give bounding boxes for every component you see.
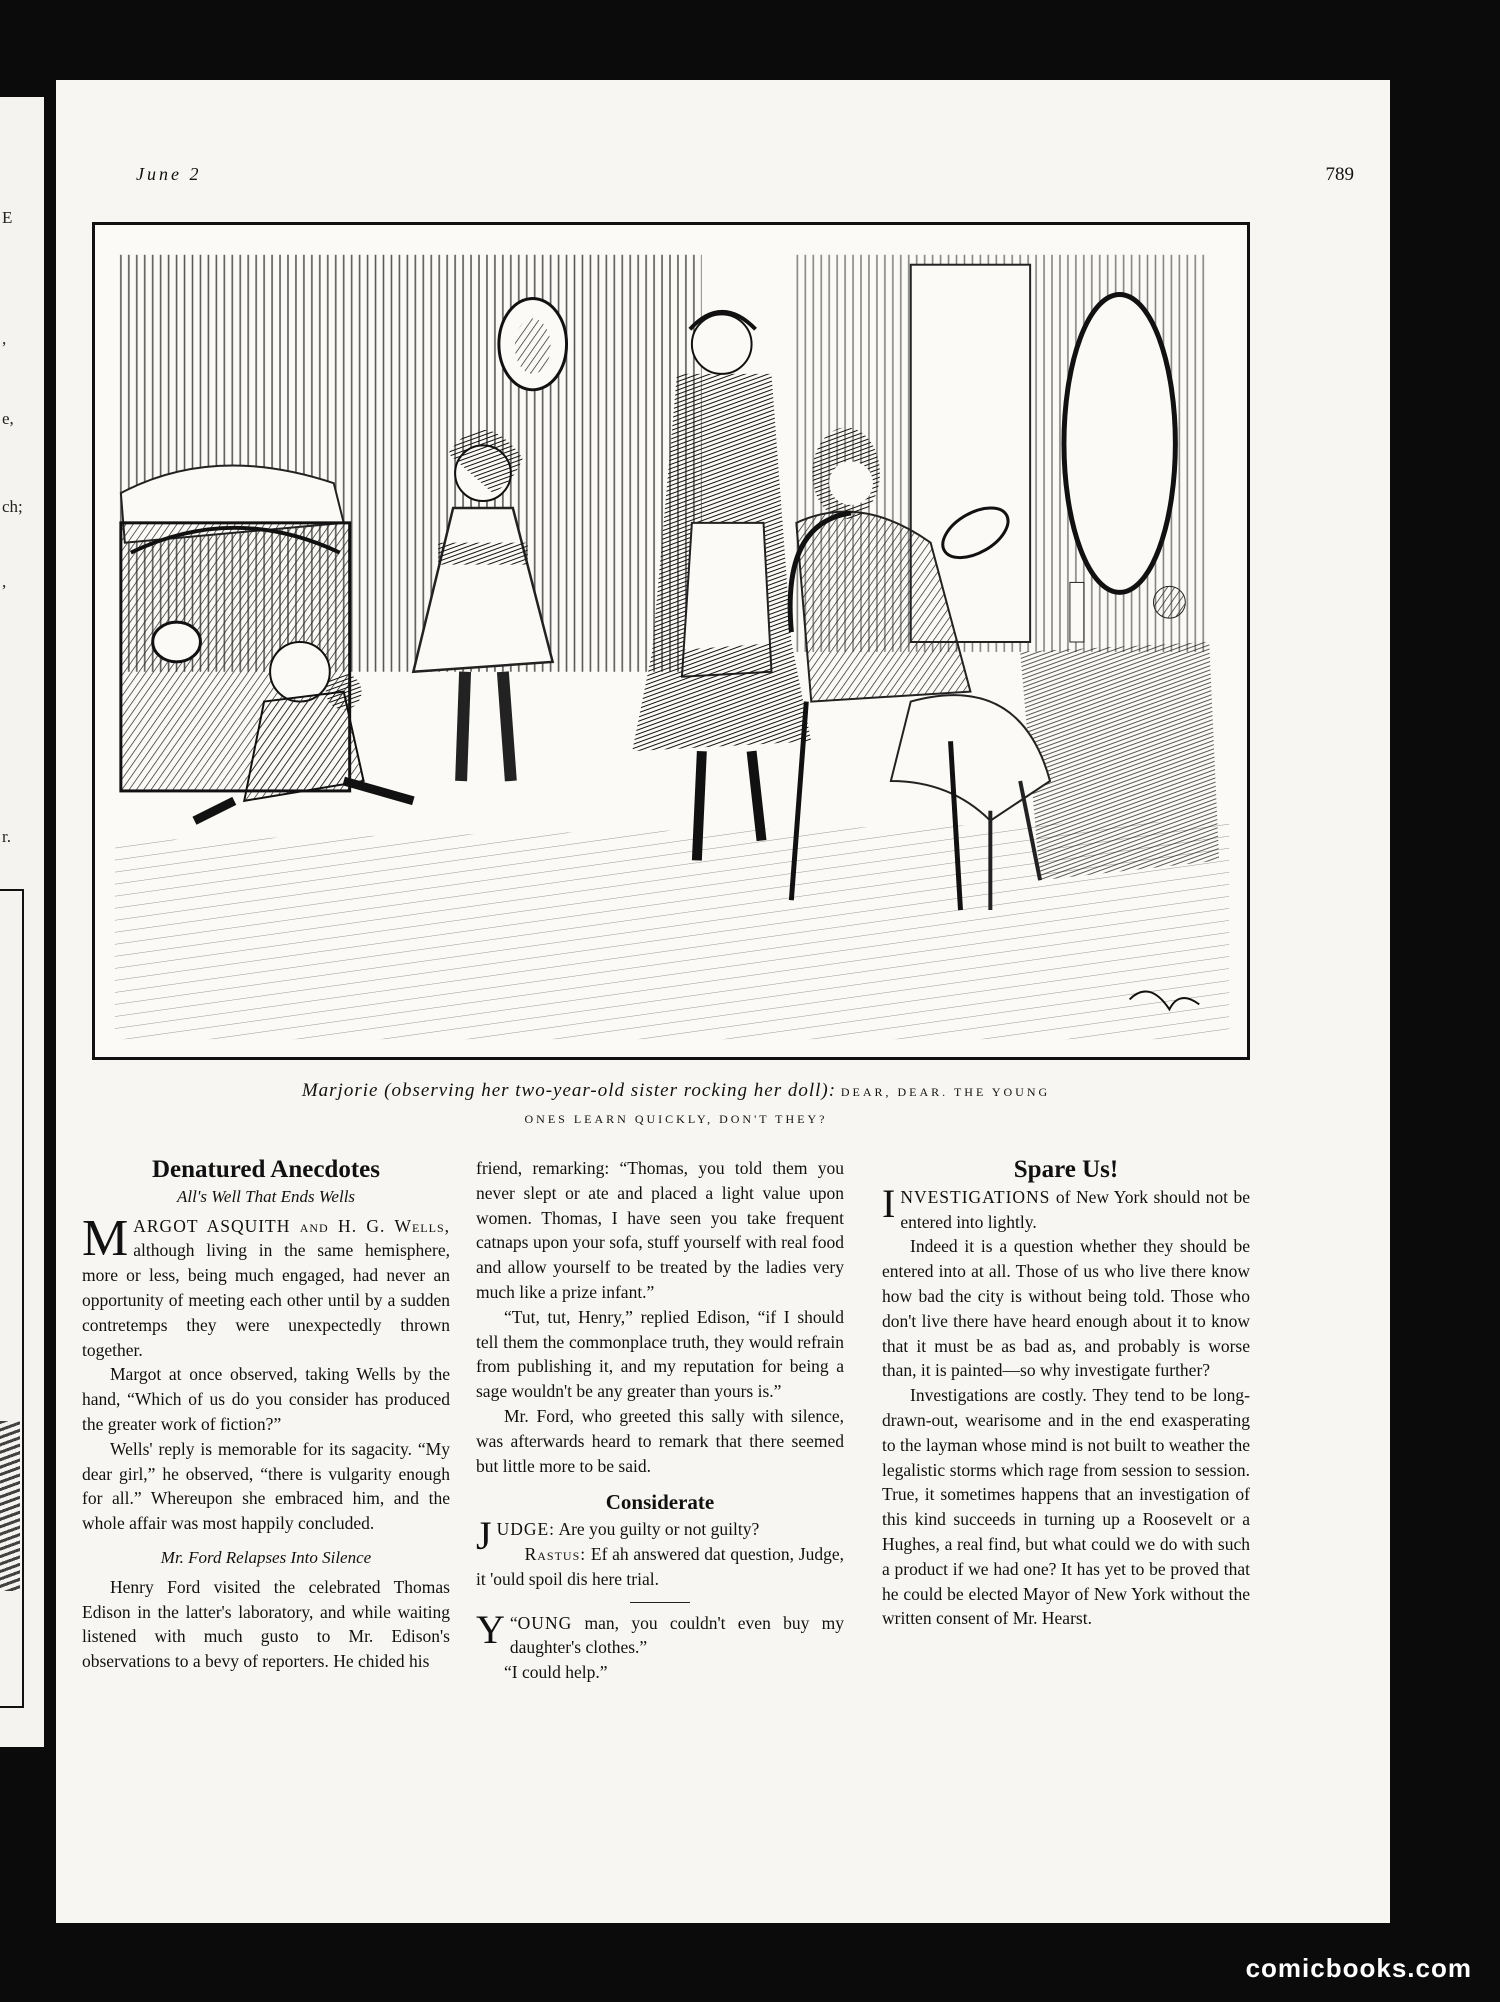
paragraph: “Tut, tut, Henry,” replied Edison, “if I should tell them the commonplace truth, they would refrain from publishing it, and my reputation for being a sage wouldn't be any greater than yours is.”	[476, 1306, 844, 1402]
article-subhead: Mr. Ford Relapses Into Silence	[160, 1547, 372, 1567]
paragraph-text: of New York should not be entered into lightly.	[900, 1186, 1250, 1232]
margin-char: r.	[2, 827, 11, 846]
lead-in: NVESTIGATIONS	[900, 1186, 1051, 1207]
page-number: 789	[1325, 164, 1354, 185]
article-heading: Considerate	[605, 1490, 715, 1515]
adjacent-page-illustration-box	[0, 889, 24, 1708]
paragraph: Margot at once observed, taking Wells by the hand, “Which of us do you consider has produced the greater work of fiction?”	[82, 1364, 450, 1434]
margin-char: ,	[2, 572, 7, 591]
drop-cap: I	[882, 1180, 896, 1226]
illustration-caption	[176, 1078, 1176, 1132]
dialogue-text: Are you guilty or not guilty?	[558, 1519, 760, 1540]
lead-in: OUNG	[517, 1612, 573, 1633]
paragraph-text: man, you couldn't even buy my daughter's clothes.”	[509, 1612, 845, 1658]
paragraph	[882, 1180, 1250, 1235]
caption-speech-line2: ONES LEARN QUICKLY, DON'T THEY?	[524, 1112, 828, 1126]
paragraph-text: although living in the same hemisphere, more or less, being much engaged, had never an opportunity of meeting each other until by a sudden contretemps they were unexpectedly thrown together.	[82, 1240, 450, 1360]
magazine-page	[56, 80, 1390, 1923]
paragraph: Henry Ford visited the celebrated Thomas Edison in the latter's laboratory, and while waiting listened with much gusto to Mr. Edison's observations to a bevy of reporters. He chided his	[82, 1576, 450, 1672]
paragraph: Wells' reply is memorable for its sagacity. “My dear girl,” he observed, “there is vulgarity enough for all.” Whereupon she embraced him, and the whole affair was most happily concluded.	[82, 1438, 450, 1534]
caption-speech-line1: DEAR, DEAR. THE YOUNG	[840, 1085, 1051, 1099]
paragraph: Indeed it is a question whether they should be entered into at all. Those of us who live there know how bad the city is without being told. Those who don't live there have heard enough about it to know that it must be as bad as, and probably is worse than, it is painted—so why investigate further?	[882, 1236, 1250, 1381]
divider	[630, 1602, 690, 1603]
paragraph: Mr. Ford, who greeted this sally with silence, was afterwards heard to remark that there seemed but little more to be said.	[476, 1405, 844, 1476]
drop-cap: Y	[476, 1606, 505, 1652]
drop-cap: J	[476, 1513, 492, 1559]
column-middle	[476, 1156, 844, 1685]
cartoon-drawing-icon	[95, 225, 1247, 1057]
speaker-name: Rastus:	[524, 1543, 587, 1564]
dialogue-rastus	[476, 1542, 844, 1592]
margin-char: e,	[2, 409, 14, 428]
paragraph: Investigations are costly. They tend to be long-drawn-out, wearisome and in the end exasperating to the layman whose mind is not built to weather the legalistic storms which rage from session to session. True, it sometimes happens that an investigation of this kind succeeds in turning up a Roosevelt or a Hughes, a real find, but what could we do with such a product if we had one? It has yet to be proved that he could be elected Mayor of New York without the written consent of Mr. Hearst.	[882, 1385, 1250, 1629]
open-quote: “	[509, 1612, 518, 1633]
column-denatured-anecdotes	[82, 1158, 450, 1674]
adjacent-drawing-fragment	[0, 1421, 20, 1591]
paragraph: friend, remarking: “Thomas, you told them you never slept or ate and placed a light value upon women. Thomas, I have seen you take frequent catnaps upon your sofa, stuff yourself with real food and allow yourself to be treated by the ladies very much like a prize infant.”	[476, 1158, 844, 1302]
article-heading: Spare Us!	[1013, 1156, 1119, 1183]
cartoon-illustration	[92, 222, 1250, 1060]
article-heading: Denatured Anecdotes	[151, 1156, 380, 1183]
dialogue-text: Ef ah answered dat question, Judge, it 'ould spoil dis here trial.	[476, 1543, 844, 1589]
paragraph	[476, 1606, 845, 1661]
paragraph	[82, 1209, 450, 1363]
drop-cap: M	[82, 1209, 129, 1267]
margin-char: ch;	[2, 497, 23, 516]
paragraph: “I could help.”	[504, 1662, 608, 1683]
column-spare-us	[882, 1158, 1250, 1631]
speaker-name: UDGE:	[496, 1519, 556, 1540]
site-watermark: comicbooks.com	[1245, 1953, 1472, 1983]
margin-char: ,	[2, 329, 7, 348]
lead-in: ARGOT ASQUITH and H. G. Wells,	[133, 1215, 450, 1236]
caption-speaker: Marjorie (observing her two-year-old sister rocking her doll):	[301, 1080, 837, 1101]
article-subhead: All's Well That Ends Wells	[176, 1186, 356, 1206]
adjacent-page-edge	[0, 97, 44, 1747]
page-date: June 2	[136, 164, 202, 184]
margin-char: E	[2, 208, 13, 227]
